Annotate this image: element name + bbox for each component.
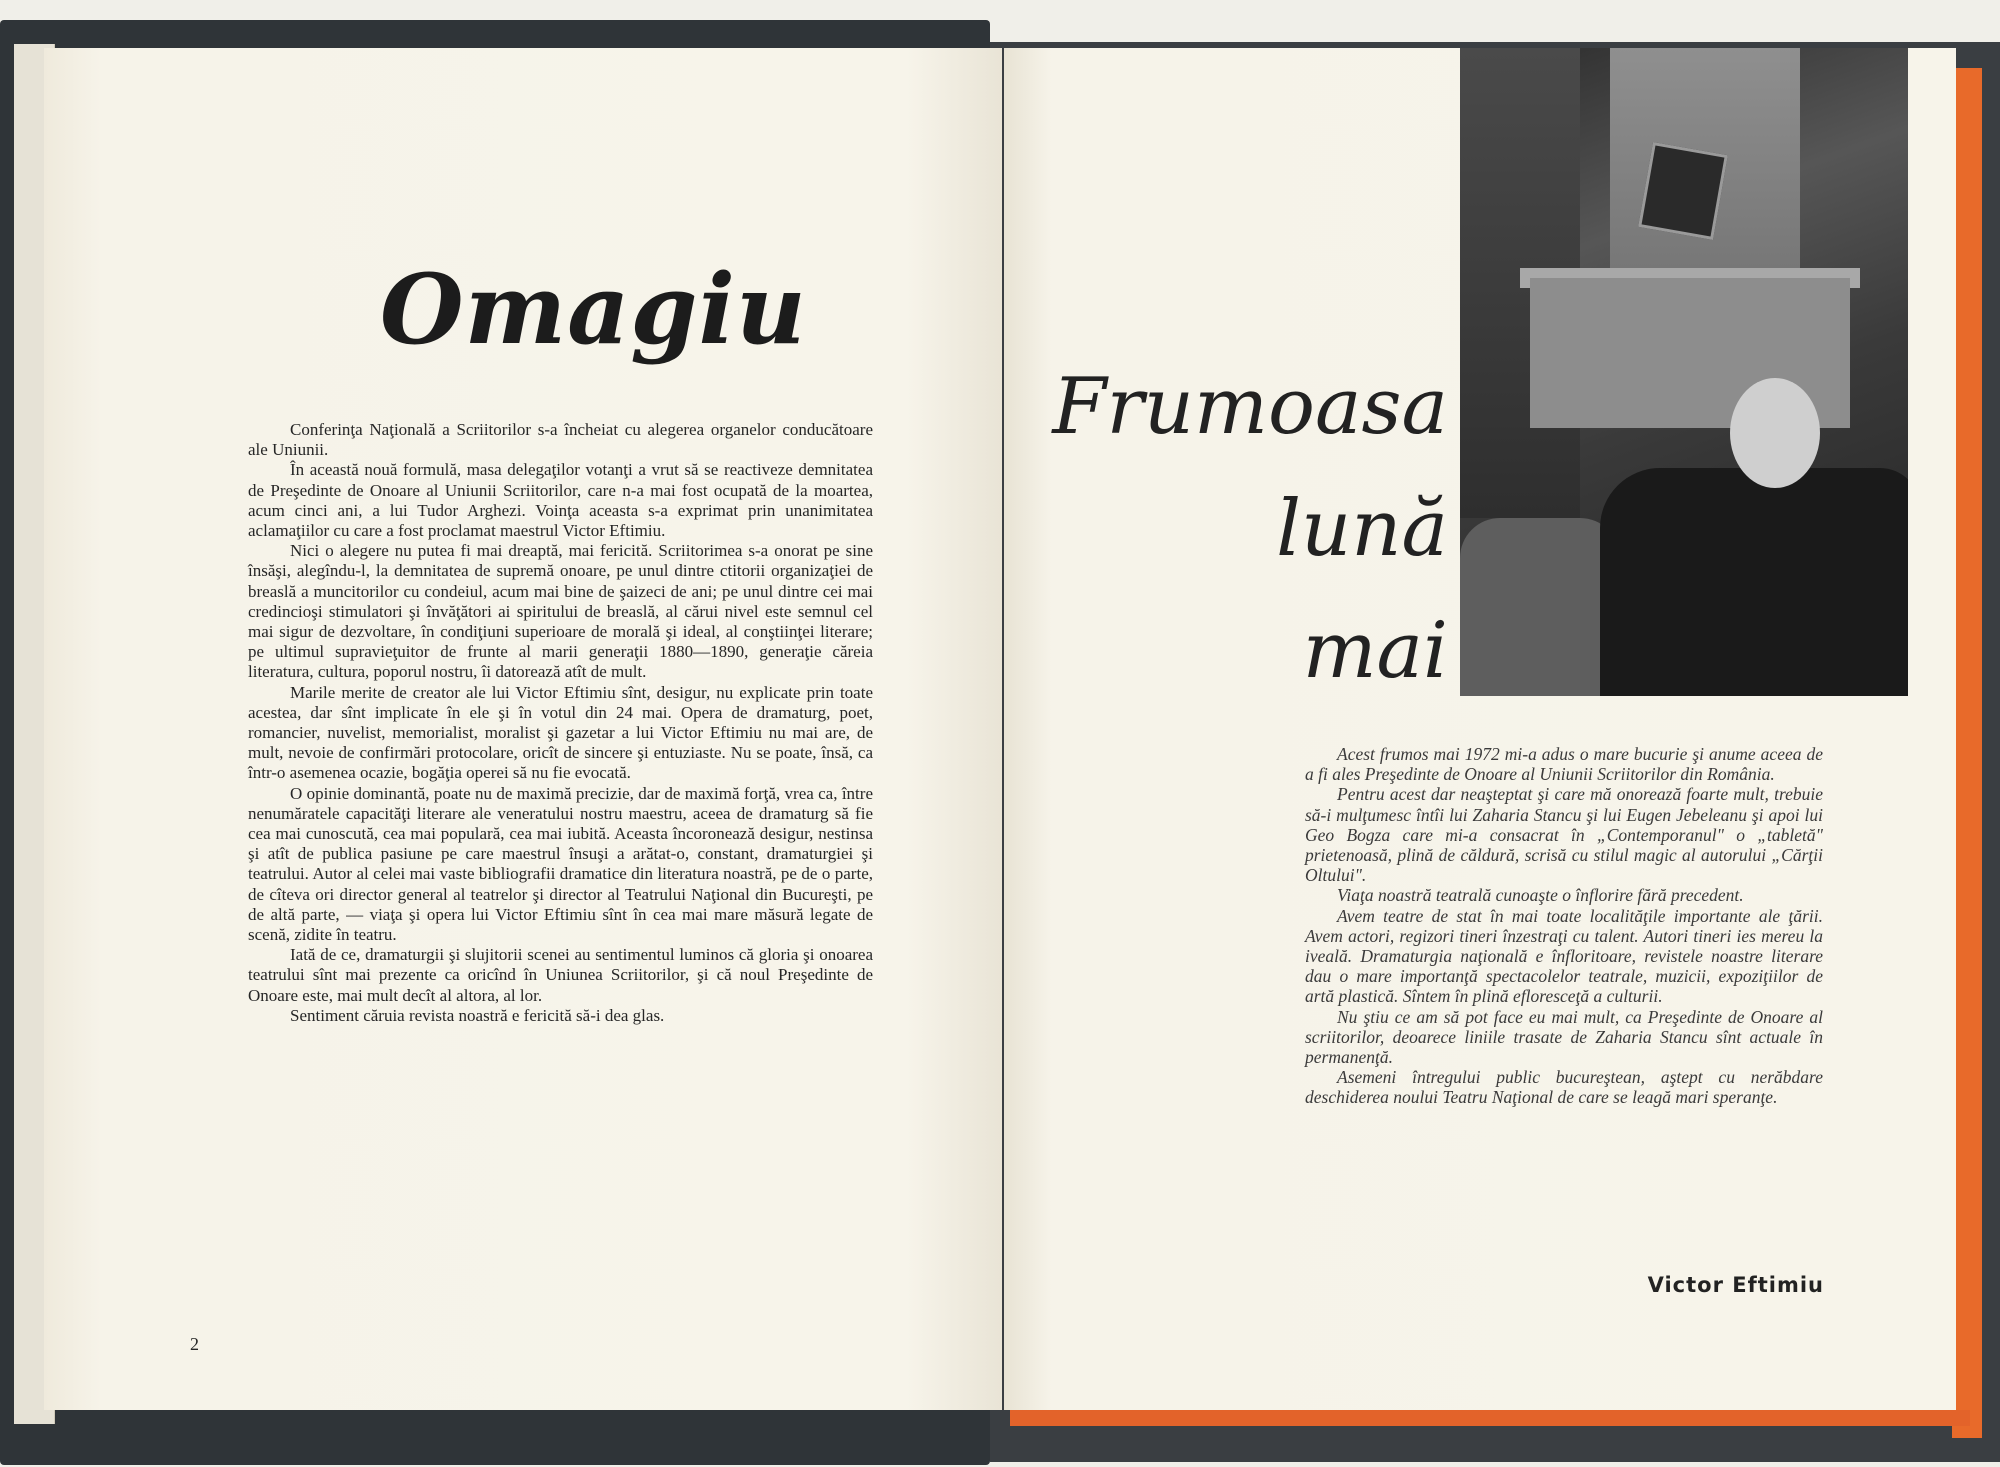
letter-paragraph: Viaţa noastră teatrală cunoaşte o înflorire fără precedent. bbox=[1337, 885, 1744, 906]
article-paragraph: O opinie dominantă, poate nu de maximă precizie, dar de maximă forţă, vrea ca, între nenumăratele capacităţi literare ale veneratului nostru maestru, aceea de dramaturg să fie cea mai cunoscută, cea mai populară, cea mai iubită. Aceasta încoronează desigur, nestinsa şi atît de publica pasiune pe care maestrul însuşi a arătat-o, constant, dramaturgiei şi teatrului. Autor al celei mai vaste bibliografii dramatice din literatura noastră, pe de o parte, de cîteva ori director general al teatrelor şi director al Teatrului Naţional din Bucureşti, pe de altă parte, — viaţa şi opera lui Victor Eftimiu sînt în cea mai mare măsură legate de scenă, zidite în teatru. bbox=[248, 783, 873, 945]
article-paragraph: Sentiment căruia revista noastră e fericită să-i dea glas. bbox=[290, 1005, 665, 1025]
letter-paragraph: Avem teatre de stat în mai toate localităţile importante ale ţării. Avem actori, regizori tineri înzestraţi cu talent. Autori tineri ies mereu la iveală. Dramaturgia naţională e înfloritoare, revistele noastre literare dau o mare importanţă spectacolelor teatrale, muzicii, expoziţiilor de artă plastică. Sîntem în plină efloresceţă a culturii. bbox=[1305, 905, 1823, 1007]
title-line-3: mai bbox=[1302, 606, 1448, 696]
letter-paragraph: Acest frumos mai 1972 mi-a adus o mare bucurie şi anume aceea de a fi ales Preşedinte de Onoare al Uniunii Scriitorilor din România. bbox=[1305, 744, 1823, 785]
article-paragraph: Conferinţa Naţională a Scriitorilor s-a încheiat cu alegerea organelor conducătoare ale Uniunii. bbox=[248, 420, 873, 460]
article-heading: Omagiu bbox=[380, 253, 807, 366]
photo-person-head bbox=[1730, 378, 1820, 488]
orange-bottom-edge bbox=[1010, 1410, 1970, 1426]
article-paragraph: Nici o alegere nu putea fi mai dreaptă, mai fericită. Scriitorimea s-a onorat pe sine însăşi, alegîndu-l, la demnitatea de supremă onoare, pe unul dintre ctitorii organizaţiei de breaslă a muncitorilor cu condeiul, acum mai bine de şaizeci de ani; pe unul dintre cei mai credincioşi stimulatori şi învăţători ai spiritului de breaslă, al cărui nivel este semnul cel mai sigur de dezvoltare, în condiţiuni superioare de morală şi ideal, al conştiinţei literare; pe ultimul supravieţuitor de frunte al marii generaţii 1880—1890, generaţie căreia literatura, cultura, poporul nostru, îi datorează atît de mult. bbox=[248, 541, 873, 682]
letter-paragraph: Nu ştiu ce am să pot face eu mai mult, ca Preşedinte de Onoare al scriitorilor, deoarece liniile trasate de Zaharia Stancu sînt actuale în permanenţă. bbox=[1305, 1006, 1823, 1068]
portrait-photo bbox=[1460, 48, 1908, 696]
photo-picture-frame bbox=[1638, 142, 1728, 240]
photo-chair bbox=[1460, 518, 1620, 696]
letter-paragraph: Asemeni întregului public bucureştean, aştept cu nerăbdare deschiderea noului Teatru Naţional de care se leagă mari speranţe. bbox=[1305, 1067, 1823, 1108]
letter-paragraph: Pentru acest dar neaşteptat şi care mă onorează foarte mult, trebuie să-i mulţumesc întîi lui Zaharia Stancu şi lui Eugen Jebeleanu şi apoi lui Geo Bogza care mi-a consacrat în „Contemporanul" o „tabletă" prietenoasă, plină de căldură, scrisă cu stilul magic al autorului „Cărţii Oltului". bbox=[1305, 784, 1823, 886]
article-paragraph: În această nouă formulă, masa delegaţilor votanţi a vrut să se reactiveze demnitatea de Preşedinte de Onoare al Uniunii Scriitorilor, care n-a mai fost ocupată de la moartea, acum cinci ani, a lui Tudor Arghezi. Voinţa aceasta s-a exprimat prin unanimitatea aclamaţiilor cu care a fost proclamat maestrul Victor Eftimiu. bbox=[248, 460, 873, 541]
signature: Victor Eftimiu bbox=[1647, 1273, 1824, 1297]
article-paragraph: Marile merite de creator ale lui Victor Eftimiu sînt, desigur, nu explicate prin toate acestea, dar sînt implicate în ele şi în votul din 24 mai. Opera de dramaturg, poet, romancier, nuvelist, memorialist, moralist şi gazetar a lui Victor Eftimiu nu mai are, de mult, nevoie de confirmări protocolare, oricît de sincere şi entuziaste. Nu se poate, însă, ca într-o asemenea ocazie, bogăţia operei să nu fie evocată. bbox=[248, 682, 873, 783]
orange-page-edge bbox=[1952, 68, 1982, 1438]
article-paragraph: Iată de ce, dramaturgii şi slujitorii scenei au sentimentul luminos că gloria şi onoarea teatrului sînt mai prezente ca oricînd în Uniunea Scriitorilor, şi că noul Preşedinte de Onoare este, mai mult decît al altora, al lor. bbox=[248, 945, 873, 1005]
title-line-1: Frumoasa bbox=[1052, 362, 1448, 452]
letter-body bbox=[1305, 744, 1823, 1108]
photo-person-body bbox=[1600, 468, 1908, 696]
page-number: 2 bbox=[190, 1334, 199, 1354]
title-line-2: lună bbox=[1276, 484, 1448, 574]
article-body bbox=[248, 420, 873, 1026]
